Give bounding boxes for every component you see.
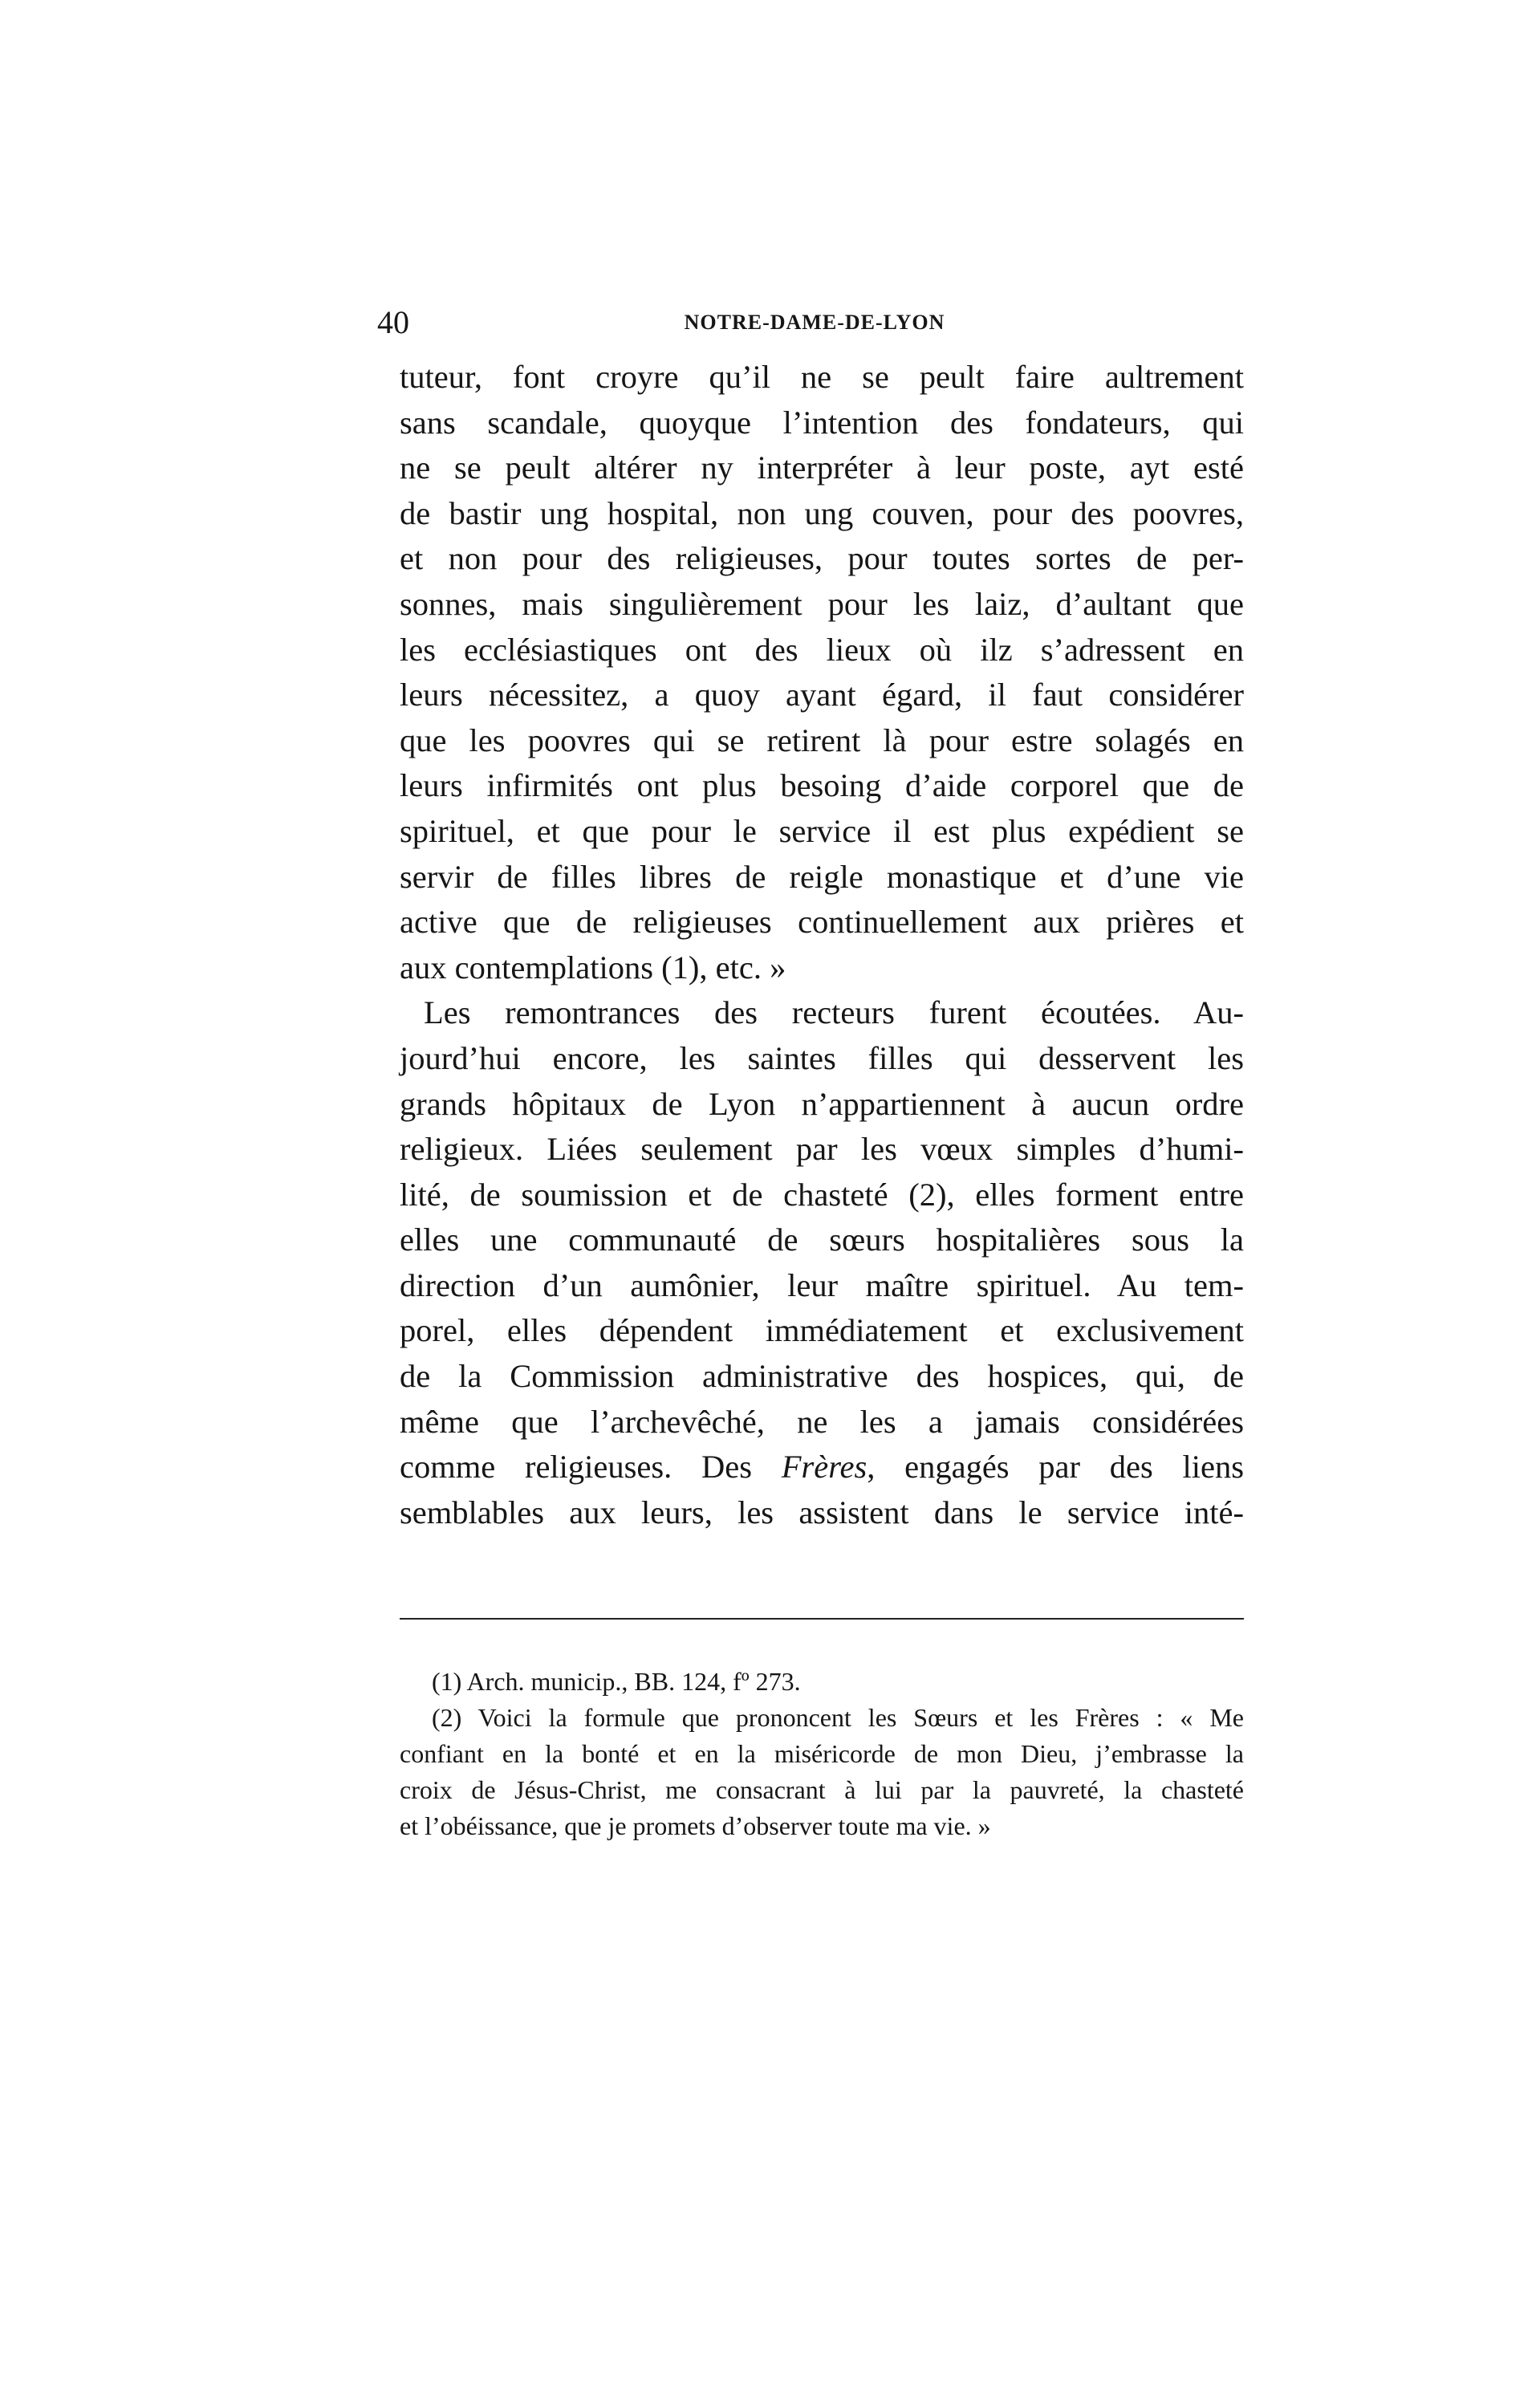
footnote-2-line: (2) Voici la formule que prononcent les Sœurs et les Frères : « Me	[432, 1703, 1244, 1732]
paragraph-first-line: Les remontrances des recteurs furent écoutées. Au-	[424, 994, 1244, 1031]
footnote-2-line: confiant en la bonté et en la miséricorde de mon Dieu, j’embrasse la	[400, 1739, 1244, 1768]
text-line-mixed	[400, 1445, 1244, 1490]
text-line: de la Commission administrative des hospices, qui, de	[400, 1358, 1244, 1395]
text-line: sans scandale, quoyque l’intention des fondateurs, qui	[400, 404, 1244, 441]
footnote-2-line: croix de Jésus-Christ, me consacrant à lui par la pauvreté, la chasteté	[400, 1775, 1244, 1804]
text-line: leurs infirmités ont plus besoing d’aide corporel que de	[400, 767, 1244, 804]
text-segment: comme religieuses. Des	[400, 1449, 782, 1486]
text-line: tuteur, font croyre qu’il ne se peult faire aultrement	[400, 359, 1244, 395]
running-title: NOTRE-DAME-DE-LYON	[684, 311, 945, 334]
text-line: servir de filles libres de reigle monastique et d’une vie	[400, 858, 1244, 895]
text-line: même que l’archevêché, ne les a jamais considérées	[400, 1403, 1244, 1440]
text-line: semblables aux leurs, les assistent dans le service inté-	[400, 1494, 1244, 1530]
text-line: active que de religieuses continuellement aux prières et	[400, 904, 1244, 941]
body-text	[400, 355, 1244, 1535]
text-line: lité, de soumission et de chasteté (2), elles forment entre	[400, 1176, 1244, 1213]
text-line: religieux. Liées seulement par les vœux simples d’humi-	[400, 1131, 1244, 1168]
italic-term: Frères	[781, 1449, 868, 1486]
page-number: 40	[377, 304, 409, 340]
footnote-2-line: et l’obéissance, que je promets d’observer toute ma vie. »	[400, 1811, 991, 1840]
footnote-rule	[400, 1618, 1244, 1620]
text-line: de bastir ung hospital, non ung couven, pour des poovres,	[400, 494, 1244, 531]
text-line: direction d’un aumônier, leur maître spirituel. Au tem-	[400, 1266, 1244, 1303]
footnote-1: (1) Arch. municip., BB. 124, fº 273.	[432, 1667, 801, 1696]
text-line: spirituel, et que pour le service il est plus expédient se	[400, 812, 1244, 849]
text-line: grands hôpitaux de Lyon n’appartiennent à aucun ordre	[400, 1085, 1244, 1122]
footnotes	[400, 1664, 1244, 1844]
running-head	[377, 299, 1252, 347]
text-line: porel, elles dépendent immédiatement et exclusivement	[400, 1312, 1244, 1349]
text-segment: , engagés par des liens	[867, 1449, 1244, 1486]
text-line: et non pour des religieuses, pour toutes sortes de per-	[400, 540, 1244, 577]
text-line: elles une communauté de sœurs hospitalières sous la	[400, 1221, 1244, 1258]
text-line: aux contemplations (1), etc. »	[400, 949, 786, 986]
text-line: leurs nécessitez, a quoy ayant égard, il faut considérer	[400, 677, 1244, 713]
text-line: que les poovres qui se retirent là pour estre solagés en	[400, 721, 1244, 758]
text-line: jourd’hui encore, les saintes filles qui desservent les	[400, 1039, 1244, 1076]
text-line: les ecclésiastiques ont des lieux où ilz s’adressent en	[400, 631, 1244, 668]
text-line: ne se peult altérer ny interpréter à leur poste, ayt esté	[400, 449, 1244, 486]
text-line: sonnes, mais singulièrement pour les laiz, d’aultant que	[400, 585, 1244, 622]
